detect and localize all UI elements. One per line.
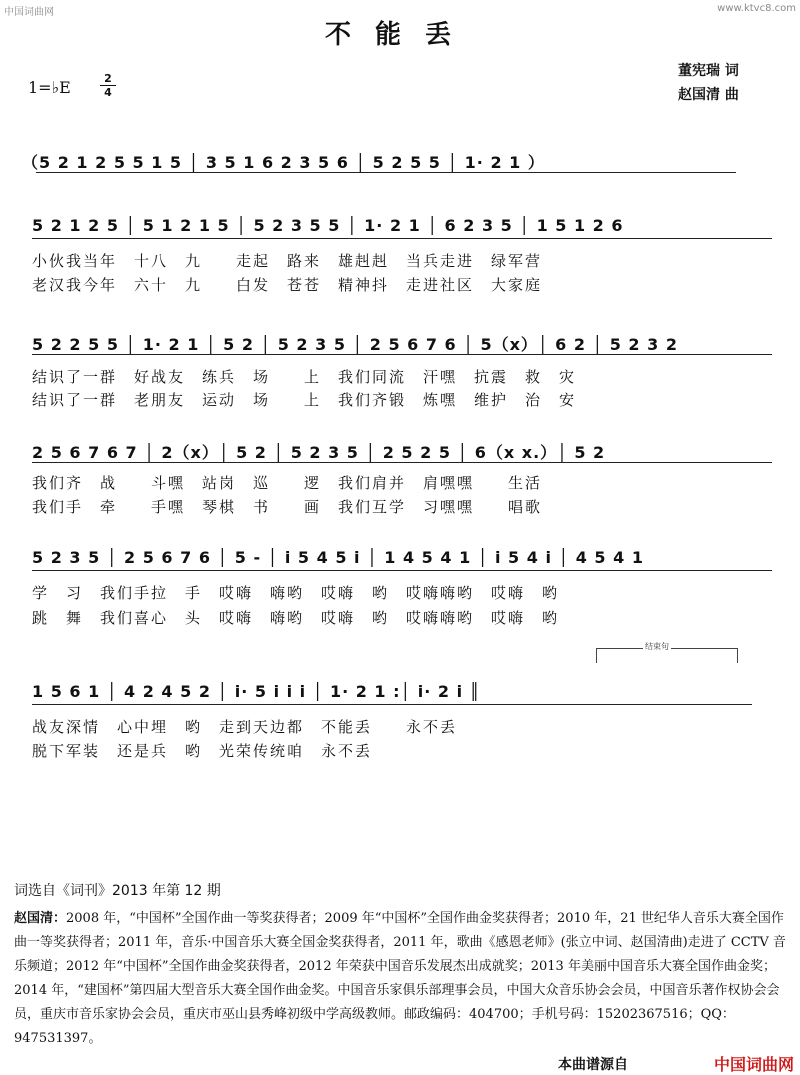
row-3-underline — [32, 462, 772, 463]
row-4-lyric-verse-2: 跳 舞 我们喜心 头 哎嗨 嗨哟 哎嗨 哟 哎嗨嗨哟 哎嗨 哟 — [32, 609, 560, 627]
watermark-right: www.ktvc8.com — [717, 3, 796, 14]
row-5-lyric-verse-2: 脱下军装 还是兵 哟 光荣传统咱 永不丢 — [32, 742, 373, 760]
row-1-lyric-verse-1: 小伙我当年 十八 九 走起 路来 雄赳赳 当兵走进 绿军营 — [32, 252, 543, 270]
composer-bio — [14, 907, 788, 1051]
time-signature — [100, 72, 116, 99]
score-row-3: 2 5 6 7 6 7 │ 2（x）│ 5 2 │ 5 2 3 5 │ 2 5 2 5 │ 6（x x.）│ 5 2 — [32, 443, 606, 462]
song-title: 不能丢 — [324, 20, 475, 50]
key-signature: 1=♭E — [28, 78, 71, 97]
composer-credit: 赵国清 曲 — [678, 87, 739, 103]
footer-site-name[interactable]: 中国词曲网 — [713, 1055, 794, 1074]
watermark-left: 中国词曲网 — [4, 7, 54, 18]
intro-underline — [36, 172, 736, 173]
row-5-underline — [32, 704, 752, 705]
row-5-lyric-verse-1: 战友深情 心中埋 哟 走到天边都 不能丢 永不丢 — [32, 718, 458, 736]
bio-name: 赵国清： — [14, 911, 67, 926]
ending-bracket — [596, 642, 738, 663]
row-2-underline — [32, 354, 772, 355]
score-row-5: 1 5 6 1 │ 4 2 4 5 2 │ i· 5 i i i │ 1· 2 1 :│ i· 2 i ║ — [32, 682, 481, 701]
lyricist-credit: 董宪瑞 词 — [678, 63, 739, 79]
row-1-lyric-verse-2: 老汉我今年 六十 九 白发 苍苍 精神抖 走进社区 大家庭 — [32, 276, 543, 294]
row-1-underline — [32, 238, 772, 239]
time-signature-bottom: 4 — [100, 85, 116, 99]
score-row-4: 5 2 3 5 │ 2 5 6 7 6 │ 5 - │ i 5 4 5 i │ 1 4 5 4 1 │ i 5 4 i │ 4 5 4 1 — [32, 548, 644, 567]
intro-notation: （5 2 1 2 5 5 1 5 │ 3 5 1 6 2 3 5 6 │ 5 2 5 5 │ 1· 2 1 ） — [22, 153, 545, 172]
row-2-lyric-verse-1: 结识了一群 好战友 练兵 场 上 我们同流 汗嘿 抗震 救 灾 — [32, 368, 577, 386]
score-row-1: 5 2 1 2 5 │ 5 1 2 1 5 │ 5 2 3 5 5 │ 1· 2 1 │ 6 2 3 5 │ 1 5 1 2 6 — [32, 216, 624, 235]
footer-source-label: 本曲谱源自 — [558, 1057, 628, 1073]
row-4-lyric-verse-1: 学 习 我们手拉 手 哎嗨 嗨哟 哎嗨 哟 哎嗨嗨哟 哎嗨 哟 — [32, 584, 560, 602]
row-4-underline — [32, 570, 772, 571]
row-3-lyric-verse-1: 我们齐 战 斗嘿 站岗 巡 逻 我们肩并 肩嘿嘿 生活 — [32, 474, 543, 492]
bio-text: 2008 年，“中国杯”全国作曲一等奖获得者；2009 年“中国杯”全国作曲金奖获得者；2010 年，21 世纪华人音乐大赛全国作曲一等奖获得者；2011 年，音乐·中国音乐大赛全国金奖获得者，2011 年，歌曲《感恩老师》(张立中词、赵国清曲)走进了 CCTV 音乐频道；2012 年“中国杯”全国作曲金奖获得者，2012 年荣获中国音乐发展杰出成就奖；2013 年美丽中国音乐大赛全国作曲金奖；2014 年，“建国杯”第四届大型音乐大赛全国作曲金奖。中国音乐家俱乐部理事会员，中国大众音乐协会会员，中国音乐著作权协会会员，重庆市音乐家协会会员，重庆市巫山县秀峰初级中学高级教师。邮政编码：404700；手机号码：15202367516；QQ：947531397。 — [14, 911, 786, 1046]
row-2-lyric-verse-2: 结识了一群 老朋友 运动 场 上 我们齐锻 炼嘿 维护 治 安 — [32, 391, 577, 409]
lyrics-source: 词选自《词刊》2013 年第 12 期 — [14, 883, 221, 899]
time-signature-top: 2 — [104, 72, 112, 85]
score-row-2: 5 2 2 5 5 │ 1· 2 1 │ 5 2 │ 5 2 3 5 │ 2 5 6 7 6 │ 5（x）│ 6 2 │ 5 2 3 2 — [32, 335, 678, 354]
row-3-lyric-verse-2: 我们手 牵 手嘿 琴棋 书 画 我们互学 习嘿嘿 唱歌 — [32, 498, 543, 516]
ending-label: 结束句 — [645, 642, 669, 651]
